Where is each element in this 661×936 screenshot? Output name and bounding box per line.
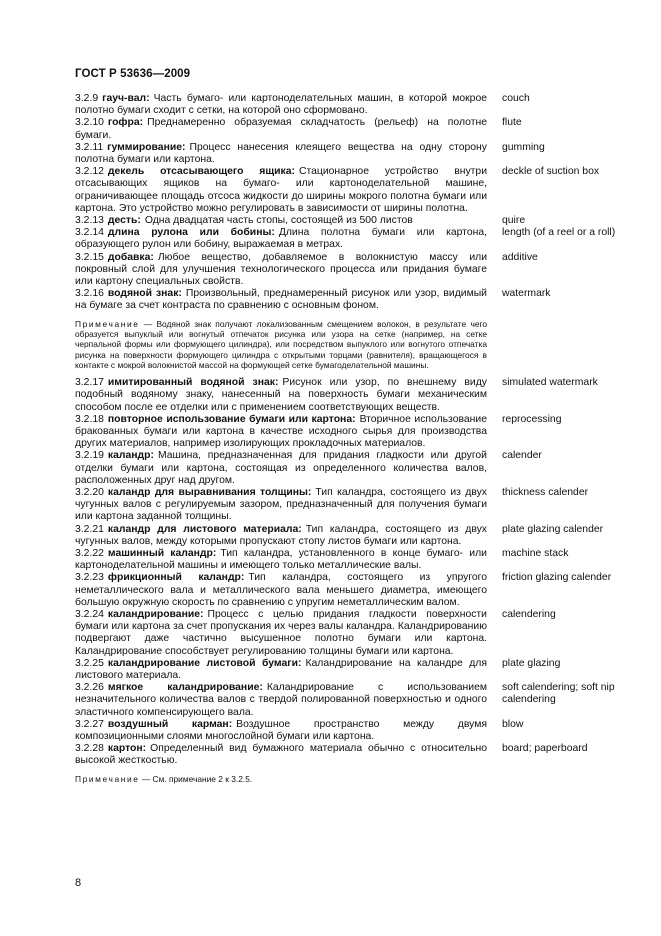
term-definition <box>75 227 487 251</box>
term-entry <box>75 414 628 451</box>
term-definition <box>75 719 487 743</box>
term-definition <box>75 524 487 548</box>
term-entry <box>75 487 628 524</box>
term-english: watermark <box>502 288 551 300</box>
term-english: plate glazing calender <box>502 523 604 535</box>
term-definition <box>75 252 487 289</box>
term-name: фрикционный каландр: <box>107 572 245 584</box>
term-entry <box>75 548 628 572</box>
term-number: 3.2.11 <box>75 141 104 153</box>
definition-text: Процесс с целью придания гладкости поверхности бумаги или картона за счет пропускания их через валы каландра. Каландрированию подвергают даже частично высушенное полотно бумаги или картона. Каландрирование способствует регулированию толщины бумаги или картона. <box>75 609 487 657</box>
note <box>75 774 487 784</box>
term-definition <box>75 487 487 524</box>
term-name: воздушный карман: <box>107 718 233 730</box>
term-name: длина рулона или бобины: <box>107 227 275 239</box>
definition-text: Машина, предназначенная для придания гладкости или другой отделки бумаги или картона, состоящая из определенного количества валов, расположенных друг над другом. <box>75 450 487 486</box>
term-definition <box>75 117 487 141</box>
term-english: calendering <box>502 609 556 620</box>
term-definition <box>75 166 487 215</box>
term-number: 3.2.19 <box>75 450 104 462</box>
term-number: 3.2.24 <box>75 609 104 620</box>
term-definition <box>75 450 487 487</box>
term-number: 3.2.28 <box>75 743 104 755</box>
term-english: plate glazing <box>502 657 561 669</box>
term-entry <box>75 142 628 166</box>
term-entry <box>75 227 628 251</box>
term-english: reprocessing <box>502 413 562 425</box>
term-entry <box>75 450 628 487</box>
term-number: 3.2.22 <box>75 547 104 559</box>
definition-text: Каландрирование с использованием незначительного количества валов с твердой полированной поверхностью и одного эластичного компенсирующего вала. <box>75 682 488 718</box>
term-entry <box>75 719 628 743</box>
term-name: гауч-вал: <box>102 93 150 104</box>
term-name: водяной знак: <box>107 288 182 300</box>
term-number: 3.2.12 <box>75 166 104 178</box>
term-definition <box>75 658 487 682</box>
term-english: blow <box>502 718 524 730</box>
definition-text: Преднамеренно образуемая складчатость (рельеф) на полотне бумаги. <box>75 117 487 141</box>
term-entry <box>75 288 628 312</box>
term-number: 3.2.16 <box>75 288 104 300</box>
definition-text: Тип каландра, установленного в конце бумаго- или картоноделательной машины и имеющего только металлические валы. <box>75 547 487 572</box>
term-definition <box>75 414 487 451</box>
term-number: 3.2.25 <box>75 657 104 669</box>
term-english: additive <box>502 251 538 263</box>
term-english: thickness calender <box>502 486 589 498</box>
term-definition <box>75 377 487 414</box>
note-text: — См. примечание 2 к 3.2.5. <box>141 773 253 784</box>
term-entry <box>75 377 628 414</box>
definition-text: Тип каландра, состоящего из двух чугунных валов, между которыми пропускают стопу листов бумаги или картона. <box>75 523 487 547</box>
term-definition <box>75 548 487 572</box>
definition-text: Каландрирование на каландре для листового материала. <box>75 657 487 682</box>
term-name: имитированный водяной знак: <box>107 377 279 389</box>
term-english: deckle of suction box <box>502 166 600 178</box>
term-number: 3.2.20 <box>75 486 104 498</box>
term-entry <box>75 609 628 658</box>
standard-header: ГОСТ Р 53636—2009 <box>75 68 191 80</box>
term-name: повторное использование бумаги или картона: <box>107 413 356 425</box>
note-label: Примечание <box>75 773 140 784</box>
term-number: 3.2.27 <box>75 718 104 730</box>
term-definition <box>75 572 487 609</box>
term-number: 3.2.21 <box>75 523 104 535</box>
note-label: Примечание <box>75 318 140 329</box>
term-name: добавка: <box>107 251 154 263</box>
definition-text: Одна двадцатая часть стопы, состоящей из 500 листов <box>144 215 413 227</box>
term-definition <box>75 288 487 312</box>
note-text: — Водяной знак получают локализованным смещением волокон, в результате чего образуется выпуклый или вогнутый отпечаток рисунка или узора на сетке (например, на сетке черпальной формы или формующего цилиндра), или посредством выпуклого или вогнутого отпечатка рисунка на поверхности формующего цилиндра с открытыми торцами (равнителя), вращающегося в контакте с мокрой волокнистой массой на формующей сетке бумагоделательной машины. <box>75 318 488 370</box>
term-entry <box>75 743 628 767</box>
term-name: гофра: <box>107 117 144 129</box>
term-number: 3.2.23 <box>75 572 104 584</box>
definition-text: Произвольный, преднамеренный рисунок или узор, видимый на бумаге за счет контраста по сравнению с основным фоном. <box>75 288 487 312</box>
definition-text: Воздушное пространство между двумя композиционными слоями многослойной бумаги или картона. <box>75 718 488 743</box>
term-name: каландрирование: <box>107 609 204 620</box>
note <box>75 319 487 370</box>
term-entry <box>75 572 628 609</box>
term-number: 3.2.15 <box>75 251 104 263</box>
term-english: soft calendering; soft nip calendering <box>502 682 615 706</box>
definition-text: Вторичное использование бракованных бумаги или картона в качестве исходного сырья для производства других материалов, например изолирующих прокладочных материалов. <box>75 413 487 450</box>
page-number: 8 <box>75 877 82 889</box>
term-english: machine stack <box>502 547 569 559</box>
term-name: каландрирование листовой бумаги: <box>107 657 302 669</box>
term-name: декель отсасывающего ящика: <box>107 166 295 178</box>
term-name: мягкое каландрирование: <box>107 682 263 694</box>
term-name: картон: <box>107 743 147 755</box>
term-number: 3.2.13 <box>75 215 104 227</box>
term-english: quire <box>502 215 526 227</box>
definition-text: Длина полотна бумаги или картона, образующего рулон или бобину, выражаемая в метрах. <box>75 227 487 251</box>
definition-text: Тип каландра, состоящего из упругого неметаллического вала и металлического вала меньшего диаметра, имеющего большую окружную скорость по сравнению с упругим неметаллическим валом. <box>75 572 487 608</box>
term-entry <box>75 252 628 289</box>
term-name: каландр: <box>107 450 154 462</box>
term-number: 3.2.10 <box>75 117 104 129</box>
term-entry <box>75 166 628 215</box>
definition-text: Определенный вид бумажного материала обычно с относительно высокой жесткостью. <box>75 743 487 767</box>
definition-text: Любое вещество, добавляемое в волокнистую массу или покровный слой для улучшения технологического процесса или придания бумаге или картону специальных свойств. <box>75 251 487 288</box>
term-english: flute <box>502 117 522 129</box>
term-number: 3.2.14 <box>75 227 104 239</box>
term-english: length (of a reel or a roll) <box>502 227 616 239</box>
term-number: 3.2.9 <box>75 93 99 104</box>
term-definition <box>75 215 487 227</box>
term-definition <box>75 743 487 767</box>
term-number: 3.2.17 <box>75 377 104 389</box>
definition-text: Тип каландра, состоящего из двух чугунных валов с регулируемым зазором, предназначенный для получения бумаги или картона заданной толщины. <box>75 486 487 523</box>
term-english: board; paperboard <box>502 743 588 755</box>
term-name: каландр для выравнивания толщины: <box>107 486 312 498</box>
definition-text: Часть бумаго- или картоноделательных машин, в которой мокрое полотно бумаги сходит с сетки, на которой оно сформовано. <box>75 93 487 117</box>
term-entry <box>75 524 628 548</box>
term-english: gumming <box>502 141 545 153</box>
term-english: simulated watermark <box>502 377 598 389</box>
term-entry <box>75 93 628 117</box>
term-english: friction glazing calender <box>502 572 612 584</box>
term-entry <box>75 658 628 682</box>
term-english: calender <box>502 450 542 462</box>
term-definition <box>75 93 487 117</box>
term-definition <box>75 609 487 658</box>
term-number: 3.2.26 <box>75 682 104 694</box>
term-definition <box>75 142 487 166</box>
definition-text: Процесс нанесения клеящего вещества на одну сторону полотна бумаги или картона. <box>75 141 487 166</box>
term-name: каландр для листового материала: <box>107 523 302 535</box>
term-entry <box>75 117 628 141</box>
term-number: 3.2.18 <box>75 413 104 425</box>
term-name: машинный каландр: <box>107 547 217 559</box>
term-name: десть: <box>107 215 141 227</box>
definition-text: Рисунок или узор, по внешнему виду подобный водяному знаку, нанесенный на поверхность бумаги механическим способом после ее отделки или с применением соответствующих веществ. <box>75 377 487 413</box>
terms-content <box>75 93 628 791</box>
definition-text: Стационарное устройство внутри отсасывающих ящиков на бумаго- или картоноделательной машине, ограничивающее площадь отсоса жидкости до ширины мокрого полотна бумаги или картона. Это устройство можно регулировать в зависимости от ширины полотна. <box>75 166 487 214</box>
term-entry <box>75 682 628 719</box>
term-entry <box>75 215 628 227</box>
term-english: couch <box>502 93 530 104</box>
term-definition <box>75 682 487 719</box>
term-name: гуммирование: <box>107 141 186 153</box>
